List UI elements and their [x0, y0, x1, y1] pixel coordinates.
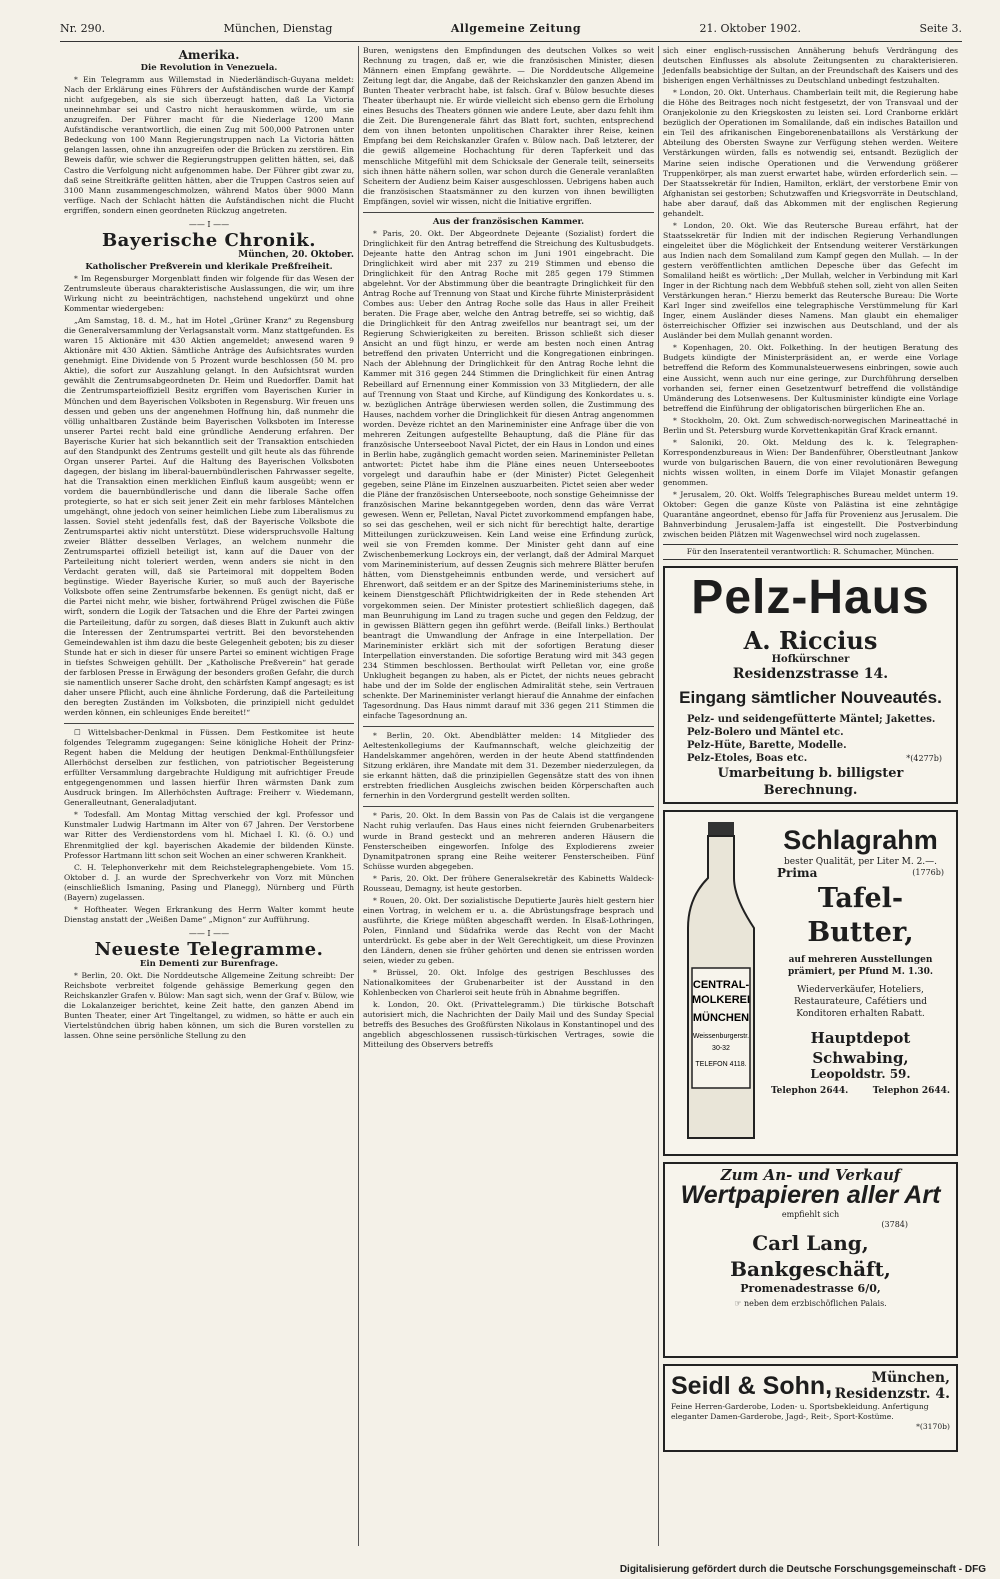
- article-text: * Hoftheater. Wegen Erkrankung des Herrn Walter kommt heute Dienstag anstatt der „Weißen Dame“ „Mignon“ zur Aufführung.: [64, 904, 354, 924]
- article-text: * Jerusalem, 20. Okt. Wolffs Telegraphisches Bureau meldet unterm 19. Oktober: Gegen die ganze Küste von Palästina ist eine zehntägige Quarantäne angeordnet, ebenso für Jaffa für Provenienz aus Jerusalem. Die Bahnverbindung Jerusalem-Jaffa ist eingestellt. Die Postverbindung zwischen beiden Plätzen mit Wagenwechsel wird noch zugelassen.: [663, 490, 958, 540]
- ad-entry: Eingang sämtlicher Nouveautés.: [679, 688, 942, 708]
- bottle-label: TELEFON 4118.: [695, 1061, 747, 1069]
- ad-heading: Pelz-Haus: [691, 571, 930, 625]
- article-text: * Ein Telegramm aus Willemstad in Niederländisch-Guyana meldet: Nach der Erklärung eines Führers der Aufständischen wurde der Kampf nicht aufgegeben, als sie sich überzeugt hatten, daß La Victoria uneinnehmbar sei und Castro nicht herauskommen würde, um sie anzugreifen. Der Führer macht für die Niederlage 1200 Mann Aufständische verantwortlich, die einen Zug mit 500,000 Patronen unter Bedeckung von 100 Mann Regierungstruppen nach La Victoria hätten gelangen lassen, ohne ihn anzugreifen oder die Brücken zu zerstören. Ein Beweis dafür, wie schwer die Regierungstruppen gelitten hätten, sei, daß Castro die Verfolgung nicht aufgenommen habe. Der Führer gibt zwar zu, daß seine Streitkräfte gelitten hätten, aber die Truppen Castros seien auf 3100 Mann zusammengeschmolzen, während Matos über 9000 Mann verfüge. Nach der Schlacht hätten die Aufständischen nicht die Flucht ergriffen, sondern einen geordneten Rückzug angetreten.: [64, 75, 354, 215]
- issue-number: Nr. 290.: [60, 22, 106, 35]
- advertising-responsibility: Für den Inseratenteil verantwortlich: R. Schumacher, München.: [663, 544, 958, 560]
- article-text: Buren, wenigstens den Empfindungen des deutschen Volkes so weit Rechnung zu tragen, daß er, wie die französischen Minister, diesen Männern einen Empfang gewährte. — Die Norddeutsche Allgemeine Zeitung legt dar, die Angabe, daß der Reichskanzler den ganzen Abend im Bunten Theater verbracht habe, ist falsch. Graf v. Bülow besuchte dieses Theater überhaupt nie. Er würde vielleicht sich ebenso gern die Erholung eines Besuchs des Theaters gönnen wie andere Leute, aber dazu fehlt ihm die Zeit. Die Burengenerale fährt das Blatt fort, suchten, entsprechend dem von ihnen betonten unpolitischen Charakter ihrer Reise, keinen Empfang bei dem Reichskanzler Grafen v. Bülow nach. Daß letzterer, der die gewiß allgemeine Hochachtung für deren Tapferkeit und das menschliche Mitgefühl mit dem Schicksale der Generale teilt, seinerseits sich ihnen hätte nähern sollen, war schon durch die Generale veranlaßten Scheitern der Audienz beim Kaiser ausgeschlossen. Uebrigens haben auch die französischen Staatsmänner zu den kurzen von ihnen bewilligten Empfängen, soviel wir wissen, nicht die Initiative ergriffen.: [363, 46, 654, 206]
- milk-bottle-illustration: [671, 818, 771, 1148]
- ad-seidl-sohn: [663, 1364, 958, 1452]
- article-text: * Berlin, 20. Okt. Die Norddeutsche Allgemeine Zeitung schreibt: Der Reichsbote verbreitet folgende gehässige Bemerkung gegen den Reichskanzler Grafen v. Bülow: Man sagt sich, wenn der Graf v. Bülow, wie die Lokalanzeiger berichtet, keine Zeit hatte, den ganzen Abend im Bunten Theater, einer Art Tingeltangel, zu widmen, so hätte er auch ein Viertelstündchen übrig haben können, um sich die Buren vorstellen zu lassen. Ohne seine persönliche Stellung zu den: [64, 971, 354, 1041]
- issue-date: 21. Oktober 1902.: [699, 22, 802, 35]
- article-text: * Paris, 20. Okt. In dem Bassin von Pas de Calais ist die vergangene Nacht ruhig verlaufen. Das Haus eines nicht feiernden Grubenarbeiters wurde in Brand gesteckt und an mehreren anderen Häusern die Fensterscheiben eingeworfen. Infolge des Explodierens zweier Dynamitpatronen sprang eine Reihe weiterer Fensterscheiben. Fünf Schüsse wurden abgegeben.: [363, 811, 654, 871]
- article-text: C. H. Telephonverkehr mit dem Reichstelegraphengebiete. Vom 15. Oktober d. J. an wurde der Sprechverkehr von Vorz mit München (einschließlich Ismaning, Pasing und Planegg), Nürnberg und Fürth (Bayern) zugelassen.: [64, 862, 354, 902]
- article-text: * Kopenhagen, 20. Okt. Folkething. In der heutigen Beratung des Budgets kündigte der Ministerpräsident an, er werde eine Vorlage betreffend die Reform des Kommunalsteuerwesens einbringen, sowie auch eine Aussicht, wenn auch nur eine geringe, zur Durchführung derselben vorhanden sei, ferner einen Gesetzentwurf betreffend die vollständige Umänderung des Lotsenwesens. Der Kultusminister kündigte eine Vorlage betreffend die Einführung der obligatorischen bürgerlichen Ehe an.: [663, 343, 958, 413]
- ad-address: Promenadestrasse 6/0,: [740, 1282, 881, 1296]
- ad-code: *(4277b): [906, 754, 942, 764]
- ad-pelz-haus: [663, 566, 958, 804]
- section-neueste-telegramme: Neueste Telegramme.: [94, 938, 324, 960]
- article-text: „Am Samstag, 18. d. M., hat im Hotel „Grüner Kranz“ zu Regensburg die Generalversammlung der Verlagsanstalt vorm. Manz stattgefunden. Es waren 15 Aktionäre mit 430 Aktien angemeldet; anwesend waren 9 Aktionäre mit 430 Aktien. Sämtliche Anträge des Aufsichtsrates wurden genehmigt. Eine Dividende von 5 Prozent wurde beschlossen (50 M. pro Aktie), die sofort zur Auszahlung gelangt. In den Aufsichtsrat wurden gewählt die Zentrumsabgeordneten Dr. Heim und Ruedorffer. Damit hat die Zentrumsparteioffiziell Besitz ergriffen vom Bayerischen Kurier in München und dem Bayerischen Volksboten in Regensburg. Wir freuen uns dessen und geben uns der angenehmen Hoffnung hin, daß nunmehr die völlig unhaltbaren Zustände beim Bayerischen Volksboten im Interesse unserer Partei recht bald eine gründliche Aenderung erfahren. Der Bayerische Kurier hat sich bekanntlich seit der Transaktion entschieden auf den Standpunkt des Zentrums gestellt und gilt heute als das führende Organ unserer Partei. Auf die Haltung des Bayerischen Volksboten dagegen, der bislang im liberal-bauernbündlerischen Fahrwasser segelte, hat die Transaktion einen merklichen Einfluß kaum ausgeübt; wenn er vordem die bauernbündlerische und dann die liberale Sache offen protegierte, so hat er sich seit jener Zeit ein mehr farbloses Mäntelchen umgehängt, ohne jedoch von seiner heimlichen Liebe zum Liberalismus zu lassen. Soviel steht jedenfalls fest, daß der Bayerische Volksbote die Zentrumspartei aktiv nicht unterstützt. Diese widerspruchsvolle Haltung zweier Blätter desselben Verlages, an welchem nunmehr die Zentrumspartei offiziell beteiligt ist, kann auf die Dauer von der Parteileitung nicht toleriert werden, wenn anders sie nicht in den Verdacht geraten will, daß sie Parteimoral mit doppeltem Boden begünstige. Wieder Bayerische Kurier, so muß auch der Bayerische Volksbote offen seine Zentrumsfarbe bekennen. Es genügt nicht, daß er die Partei nicht mehr, wie bisher, fortwährend Prügel zwischen die Füße wirft, sondern die Logik der Tatsachen und die Ehre der Partei zwingen die Parteileitung, dafür zu sorgen, daß dieses Blatt in Zukunft auch aktiv die Interessen der Zentrumspartei vertritt. Bei den bevorstehenden Gemeindewahlen ist ihm dazu die beste Gelegenheit geboten; bis zu dieser Stunde hat er sich in dieser für unsere Partei so eminent wichtigen Frage in tiefstes Schweigen gehüllt. Der „Katholische Preßverein“ hat gerade der farblosen Presse in Erwägung der besonders großen Gefahr, die durch sie namentlich unserer Sache droht, den schärfsten Kampf angesagt; es ist daher unsere Pflicht, auch eine ähnliche Forderung, daß die Parteileitung den beregten Zuständen im Volksboten, die prinzipiell nicht geduldet werden können, ein schleuniges Ende bereitet!“: [64, 316, 354, 717]
- ad-text: [771, 818, 950, 1148]
- article-text: * Brüssel, 20. Okt. Infolge des gestrigen Beschlusses des Nationalkomitees der Grubenarbeiter ist der Ausstand in den Kohlenbecken von Charleroi seit heute früh in Abnahme begriffen.: [363, 968, 654, 998]
- bottle-label: 30-32: [712, 1045, 730, 1053]
- ad-city: München,: [871, 1370, 950, 1387]
- newspaper-title: Allgemeine Zeitung: [450, 22, 582, 35]
- ad-subtitle: Hofkürschner: [771, 654, 850, 666]
- ad-company-name: A. Riccius: [743, 626, 878, 656]
- ad-location: [835, 1370, 950, 1402]
- section-bayerische-chronik: Bayerische Chronik.: [101, 229, 317, 251]
- columns: [60, 46, 962, 1546]
- bottle-label: CENTRAL-: [692, 979, 750, 992]
- article-text: * London, 20. Okt. Unterhaus. Chamberlain teilt mit, die Regierung habe die Höhe des Beitrages noch nicht festgesetzt, der von Transvaal und der Oranjekolonie zu den Kriegskosten zu leisten sei. Lord Cranborne erklärt bezüglich der Operationen im Somalilande, daß ein indisches Bataillon und ein Teil des afrikanischen Eingeborenenbataillons als Verstärkung der Abteilung des Obersten Swayne zur Verfügung stehen werden. Weitere Verstärkungen würden, falls es notwendig sei, entsandt. Bezüglich der Marine seien indische Operationen und die Verwendung größerer Truppenkörper, als man zuerst erwartet habe, würden erforderlich sein. — Der Staatssekretär für Indien, Hamilton, erklärt, der verstorbene Emir von Afghanistan sei gestorben; Schutzwaffen und Kriegsvorräte in Deutschland, habe aber darauf, daß das Abkommen mit der englischen Regierung gehandelt.: [663, 88, 958, 218]
- divider: [363, 726, 654, 727]
- ad-street: Residenzstr. 4.: [834, 1386, 950, 1403]
- article-text: * Im Regensburger Morgenblatt finden wir folgende für das Wesen der Zentrumsleute überaus charakteristische Auslassungen, die wir, um ihre Wirkung nicht zu beeinträchtigen, nachstehend ungekürzt und ohne Kommentar wiedergeben:: [64, 273, 354, 314]
- ad-prima-row: [771, 866, 950, 881]
- subheading-press: Katholischer Preßverein und klerikale Preßfreiheit.: [85, 261, 333, 272]
- ad-near: neben dem erzbischöflichen Palais.: [744, 1299, 887, 1309]
- ad-heading: Wertpapieren aller Art: [680, 1181, 941, 1210]
- article-text: * Todesfall. Am Montag Mittag verschied der kgl. Professor und Kunstmaler Ludwig Hartmann im Alter von 67 Jahren. Der Verstorbene war Ritter des Verdienstordens vom hl. Michael I. Kl. (ö. O.) und Ehrenmitglied der kgl. bayerischen Akademie der bildenden Künste. Professor Hartmann litt schon seit Wochen an einer schweren Krankheit.: [64, 810, 354, 860]
- newspaper-page: [60, 22, 962, 1554]
- ad-recommends: empfiehlt sich: [781, 1210, 840, 1220]
- ad-intro: Zum An- und Verkauf: [720, 1166, 901, 1185]
- ad-award: auf mehreren Ausstellungen prämiert, per Pfund M. 1.30.: [787, 955, 934, 978]
- ad-line: Pelz-Bolero und Mäntel etc.: [687, 727, 844, 739]
- ad-tafel-butter: [663, 810, 958, 1156]
- article-text: * London, 20. Okt. Wie das Reutersche Bureau erfährt, hat der Staatssekretär für Indien mit der indischen Regierung Verhandlungen eingeleitet über die Möglichkeit der Entsendung weiterer Verstärkungen aus Indien nach dem Somaliland zum Kampf gegen den Mullah. — In der gestern veröffentlichten amtlichen Depesche über das Gefecht im Somaliland heißt es wörtlich: „Der Mullah, welcher in Verbindung mit Karl Inger in der Richtung nach dem Webbfuß stehen soll, zieht von allen Seiten Verstärkungen heran.“ Hierzu bemerkt das Reutersche Bureau: Die Worte Karl Inger sind zweifellos eine telegraphische Verstümmelung für Karl Inger, einem Ausländer dieses Namens. Man glaubt ein ehemaliger österreichischer Offizier sei inzwischen aus Deutschland, und der als Ausländer bei dem Mullah genannt worden.: [663, 220, 958, 341]
- divider: [64, 723, 354, 724]
- article-text: * Saloniki, 20. Okt. Meldung des k. k. Telegraphen-Korrespondenzbureaus in Wien: Der Bandenführer, Oberstleutnant Jankow wurde von bulgarischen Bauern, die von einer revolutionären Bewegung nichts wissen wollten, in einem Dorfe im Vilajet Monastir gefangen genommen.: [663, 437, 958, 487]
- bottle-label: MÜNCHEN: [692, 1012, 750, 1025]
- ad-depot: Hauptdepot Schwabing,: [810, 1029, 911, 1068]
- ad-line: Pelz-Etoles, Boas etc.: [687, 753, 808, 765]
- subheading-kammer: Aus der französischen Kammer.: [432, 216, 585, 227]
- page-header: [60, 22, 962, 42]
- ad-phone-row: [771, 1086, 950, 1096]
- ad-code: (3784): [881, 1220, 908, 1230]
- article-text: k. London, 20. Okt. (Privattelegramm.) Die türkische Botschaft autorisiert mich, die Nachrichten der Daily Mail und des Sunday Special betreffs des Besuches des Großfürsten Nikolaus in Konstantinopel und des angeblich abgeschlossenen russisch-türkischen Vertrages, sowie die Mitteilung des Observers betreffs: [363, 1000, 654, 1050]
- ad-heading: Schlagrahm: [783, 825, 938, 856]
- divider: [363, 212, 654, 213]
- column-2: [358, 46, 658, 1546]
- ad-company-name: Seidl & Sohn,: [671, 1372, 833, 1401]
- ad-phone: Telephon 2644.: [771, 1086, 849, 1097]
- divider: [363, 806, 654, 807]
- ad-product: Tafel-Butter,: [807, 883, 914, 949]
- ad-line: Pelz- und seidengefütterte Mäntel; Jakettes.: [687, 714, 936, 726]
- article-text: * Rouen, 20. Okt. Der sozialistische Deputierte Jaurès hielt gestern hier einen Vortrag, in welchem er u. a. die Abrüstungsfrage besprach und ausführte, die Kriege müßten abgeschafft werden. In Elsaß-Lothringen, Polen, Finnland und Südafrika werde das Recht von der Macht unterdrückt. Es gebe aber in der Welt Gerechtigkeit, um diese Provinzen den Ländern, denen sie früher gehörten und denen sie entrissen worden seien, wieder zu geben.: [363, 895, 654, 966]
- subheading-dementi: Ein Dementi zur Burenfrage.: [139, 958, 279, 969]
- bottle-label: Weissenburgerstr.: [692, 1033, 750, 1041]
- ad-company-name: Carl Lang, Bankgeschäft,: [730, 1231, 891, 1282]
- section-amerika: Amerika.: [178, 48, 240, 62]
- ad-location-note: ☞ neben dem erzbischöflichen Palais.: [734, 1299, 887, 1309]
- ad-description: Feine Herren-Garderobe, Loden- u. Sportsbekleidung. Anfertigung eleganter Damen-Garderobe, Jagd-, Reit-, Sport-Kostüme.: [671, 1402, 929, 1422]
- dateline: München, 20. Oktober.: [238, 249, 354, 260]
- ad-wertpapiere: [663, 1162, 958, 1358]
- ad-umarbeitung: Umarbeitung b. billigster Berechnung.: [717, 766, 904, 799]
- bottle-label: MOLKEREI: [691, 994, 751, 1007]
- ad-address: Residenzstrasse 14.: [732, 666, 889, 683]
- ad-subtitle: bester Qualität, per Liter M. 2.—.: [783, 857, 938, 868]
- article-text: ☐ Wittelsbacher-Denkmal in Füssen. Dem Festkomitee ist heute folgendes Telegramm zugegangen: Seine königliche Hoheit der Prinz-Regent haben die Meldung der heutigen Denkmal-Enthüllungsfeier Allerhöchst derselben zur festlichen, von patriotischer Begeisterung erfüllter Versammlung dargebrachte Huldigung mit aufrichtiger Freude entgegengenommen und lassen hierfür Ihren wärmsten Dank zum Ausdruck bringen. Im Allerhöchsten Auftrage: Freiherr v. Wiedemann, Generalleutnant, Generaladjutant.: [64, 728, 354, 808]
- divider: —— I ——: [188, 928, 230, 938]
- ad-prima: Prima: [777, 866, 818, 881]
- page-number: Seite 3.: [919, 22, 962, 35]
- article-text: sich einer englisch-russischen Annäherung behufs Verdrängung des deutschen Einflusses als absolute Zeitungsenten zu charakterisieren. Jedenfalls beabsichtige der Sultan, an der Freundschaft des Kaisers und des bisherigen engen Verhältnisses zu Deutschland unbedingt festzuhalten.: [663, 46, 959, 86]
- ad-line-row: [673, 752, 948, 765]
- column-1: [60, 46, 358, 1546]
- digitization-footer: Digitalisierung gefördert durch die Deutsche Forschungsgemeinschaft - DFG: [619, 1564, 986, 1575]
- ad-street: Leopoldstr. 59.: [810, 1067, 911, 1082]
- milk-bottle-icon: [678, 818, 764, 1148]
- article-text: * Paris, 20. Okt. Der Abgeordnete Dejeante (Sozialist) fordert die Dringlichkeit für den Antrag betreffend die Streichung des Kultusbudgets. Dejeante hatte den Antrag schon im Juni 1901 eingebracht. Die Dringlichkeit wird aber mit 237 zu 219 Stimmen und ebenso die Dringlichkeit für den Antrag Roche mit 285 gegen 179 Stimmen abgelehnt. Vor der Abstimmung über die beantragte Dringlichkeit für den Antrag Roche auf Trennung von Staat und Kirche führte Ministerpräsident Combes aus: Ueber den Antrag Roche solle das Haus in aller Freiheit beraten. Die Frage aber, welche den Antrag betreffe, sei so wichtig, daß die Dringlichkeit für den Antrag zweifellos nur beantragt sei, um der Regierung Schwierigkeiten zu bereiten. Brisson schließt sich dieser Ansicht an und fügt hinzu, er werde am besten noch einen Antrag betreffend den privaten Unterricht und die Kongregationen einbringen. Nach der Ablehnung der Dringlichkeit für den Antrag Roche lehnt die Kammer mit 316 gegen 244 Stimmen die Dringlichkeit für einen Antrag Rebeillard auf Ernennung einer Kommission von 33 Mitgliedern, der alle auf Trennung von Staat und Kirche, auf Kündigung des Konkordates u. s. w. bezüglichen Anträge überwiesen werden sollen, die Zustimmung des Hauses, nachdem vorher die Dringlichkeit für diesen Antrag angenommen worden. Devèze richtet an den Marineminister eine Anfrage über die von mehreren Zeitungen aufgestellte Behauptung, daß die Pläne für das französische Unterseeboot Naval Pictet, der ein Haus in London und eines in Berlin habe, zugänglich gemacht worden seien. Marineminister Pelletan antwortet: Pictet habe ihm die Pläne eines neuen Unterseebootes vorgelegt und daraufhin habe er (der Minister) Pictet Gelegenheit gegeben, seine Pläne im Einzelnen auszuarbeiten. Pictet seien aber weder die Pläne der französischen Unterseeboote, noch sonstige Geheimnisse der französischen Marine bekanntgegeben worden, denn das wäre Verrat gewesen. Wenn er, Pelletan, Naval Pictet zuvorkommend empfangen habe, so sei das geschehen, weil er sich nicht für berechtigt halte, derartige Mitteilungen zurückzuweisen. Kein Land weise eine Erfindung zurück, weil sie von Fremden komme. Der Minister geht dann auf eine Zwischenbemerkung Lockroys ein, der verlangt, daß der Admiral Marquet vom Marineministerium, auf dessen Zeugnis sich mehrere Blätter berufen hätten, vom Dienstgeheimnis entbunden werde, und versichert auf Ehrenwort, daß seitdem er an der Spitze des Marineministeriums stehe, in keinem Dienstgeschäft Pflichtwidrigkeiten der in Rede stehenden Art vorgekommen seien. Der Minister protestiert schließlich dagegen, daß man Beunruhigung im Land zu tragen suche und gegen den Feldzug, der in gewissen Blättern gegen ihn geführt werde. (Beifall links.) Berthoulat beantragt die Umwandlung der Anfrage in eine Interpellation. Der Marineminister erklärt sich mit der sofortigen Beratung dieser Interpellation einverstanden. Die sofortige Beratung wird mit 343 gegen 234 Stimmen beschlossen. Berthoulat wirft Pelletan vor, eine große Unklugheit begangen zu haben, als er Pictet, der nichts neues gebracht habe und der im Solde der englischen Admiralität stehe, sein Vertrauen schenkte. Der Marineminister verlangt hierauf die Annahme der einfachen Tagesordnung. Das Haus nimmt darauf mit 336 gegen 211 Stimmen die einfache Tagesordnung an.: [363, 228, 654, 721]
- article-text: * Stockholm, 20. Okt. Zum schwedisch-norwegischen Marineattaché in Berlin und St. Petersburg wurde Korvettenkapitän Graf Krack ernannt.: [663, 415, 958, 435]
- ad-code: (1776b): [912, 868, 944, 878]
- ad-line: Pelz-Hüte, Barette, Modelle.: [687, 740, 847, 752]
- subheading-venezuela: Die Revolution in Venezuela.: [140, 63, 278, 74]
- divider: —— I ——: [188, 219, 230, 229]
- article-text: * Paris, 20. Okt. Der frühere Generalsekretär des Kabinetts Waldeck-Rousseau, Demagny, ist heute gestorben.: [363, 873, 654, 893]
- ad-header-row: [671, 1370, 950, 1402]
- place-date: München, Dienstag: [223, 22, 333, 35]
- article-text: * Berlin, 20. Okt. Abendblätter melden: 14 Mitglieder des Aeltestenkollegiums der Kaufmannschaft, welche gleichzeitig der Handelskammer angehören, werden in der heute Abend stattfindenden Sitzung erklären, ihre Mandate mit dem 31. Dezember niederzulegen, da sie erkannt hätten, daß die prinzipiellen Gegensätze statt des von ihnen erstrebten friedlichen Ausgleichs zwischen beiden Körperschaften auch fernerhin in den Vordergrund gestellt werden sollten.: [363, 731, 654, 801]
- ad-phone: Telephon 2644.: [872, 1086, 950, 1097]
- column-3: [658, 46, 962, 1546]
- ad-resale: Wiederverkäufer, Hoteliers, Restaurateure, Cafétiers und Konditoren erhalten Rabatt.: [793, 985, 928, 1020]
- ad-code: *(3170b): [916, 1422, 950, 1432]
